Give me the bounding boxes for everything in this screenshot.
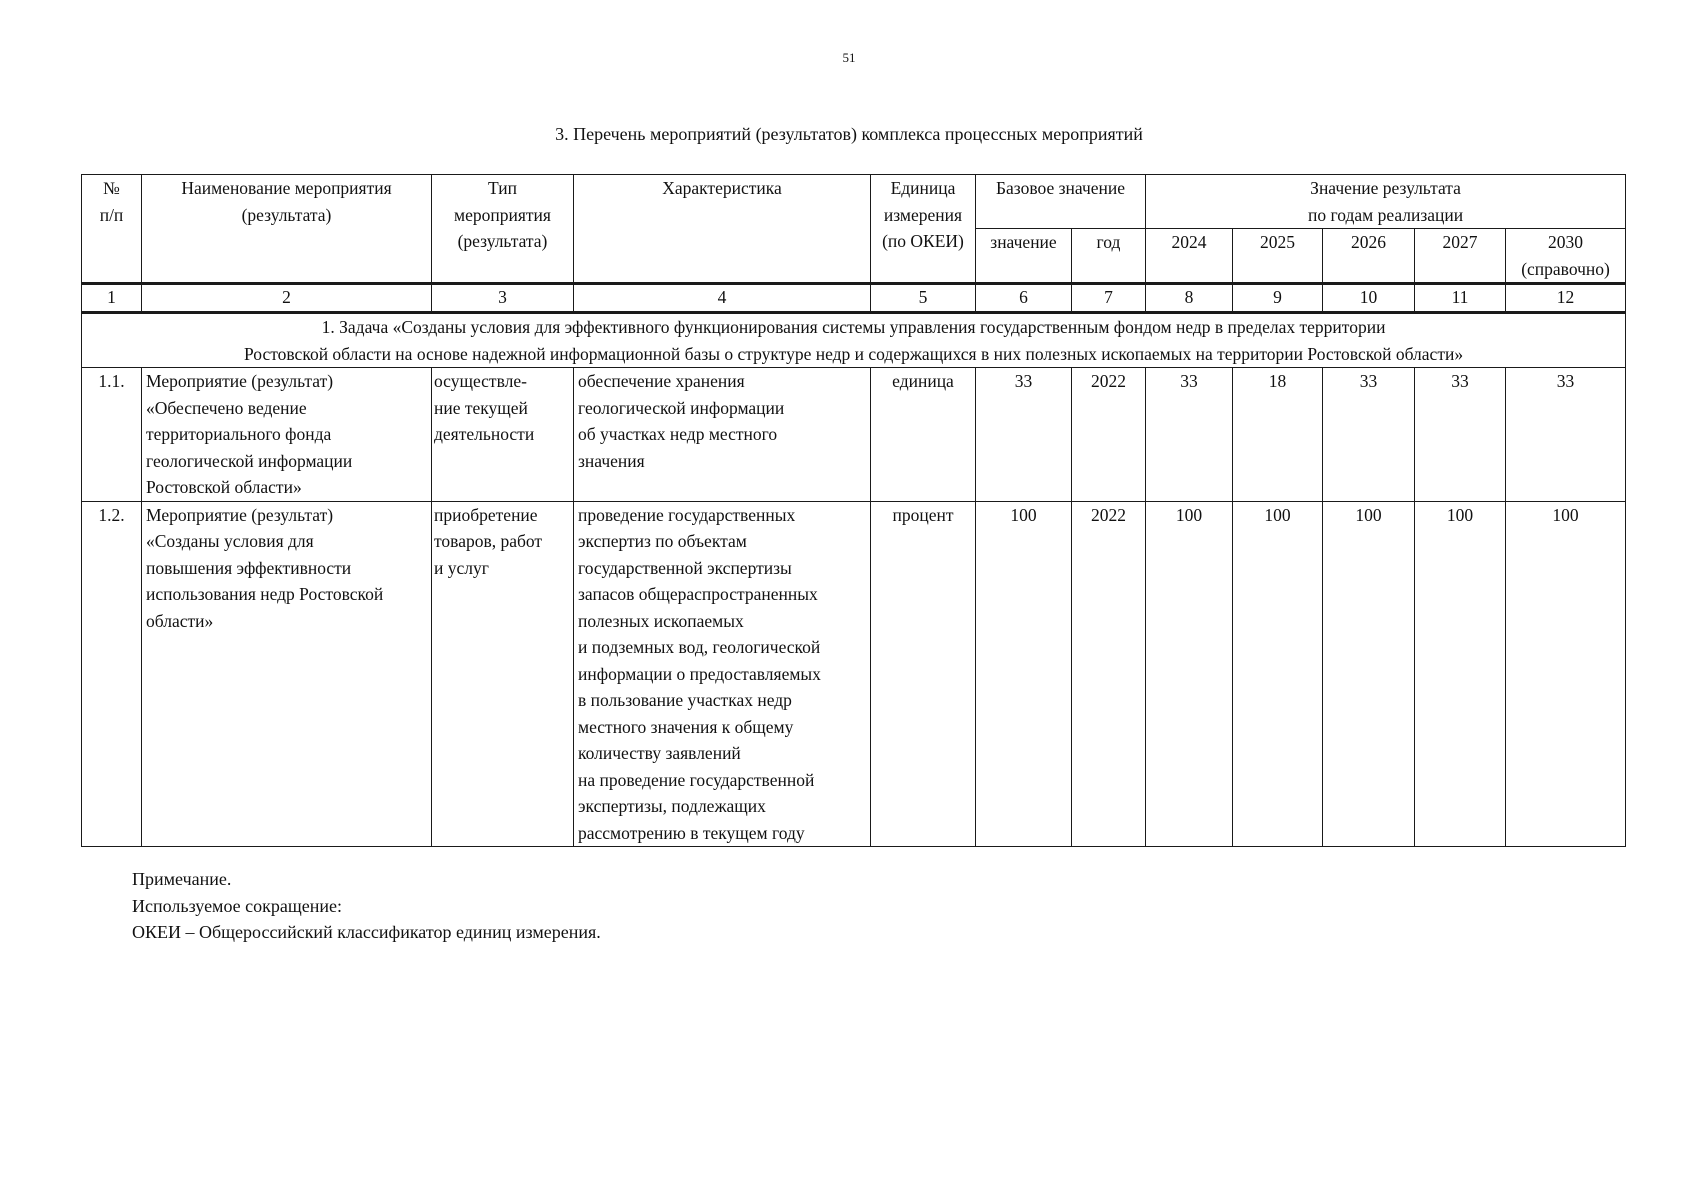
row-name: Мероприятие (результат) «Обеспечено ведение территориального фонда геологической информации Ростовской области» (142, 368, 432, 502)
header-characteristic: Характеристика (574, 175, 871, 284)
column-number: 9 (1233, 284, 1323, 313)
row-value: 100 (1506, 501, 1626, 847)
row-value: 33 (1415, 368, 1506, 502)
header-base-year: год (1072, 229, 1146, 284)
note-label: Примечание. (132, 869, 232, 889)
header-year: 2027 (1415, 229, 1506, 284)
note-okei-definition: ОКЕИ – Общероссийский классификатор единиц измерения. (132, 922, 601, 942)
document-title: 3. Перечень мероприятий (результатов) комплекса процессных мероприятий (555, 124, 1143, 144)
header-unit: Единица измерения (по ОКЕИ) (871, 175, 976, 284)
column-number: 10 (1323, 284, 1415, 313)
row-characteristic: обеспечение хранения геологической информации об участках недр местного значения (574, 368, 871, 502)
table-row (82, 501, 1626, 847)
column-number: 5 (871, 284, 976, 313)
column-number: 3 (432, 284, 574, 313)
header-row (82, 175, 1626, 229)
row-num: 1.2. (82, 501, 142, 847)
row-value: 100 (1146, 501, 1233, 847)
footnote (132, 866, 601, 946)
column-number: 4 (574, 284, 871, 313)
row-value: 100 (1233, 501, 1323, 847)
column-number: 1 (82, 284, 142, 313)
header-base-value: значение (976, 229, 1072, 284)
header-base: Базовое значение (976, 175, 1146, 229)
header-year: 2030 (справочно) (1506, 229, 1626, 284)
row-base-value: 33 (976, 368, 1072, 502)
column-number: 2 (142, 284, 432, 313)
header-num: № п/п (82, 175, 142, 284)
column-number: 12 (1506, 284, 1626, 313)
column-number: 11 (1415, 284, 1506, 313)
row-value: 33 (1146, 368, 1233, 502)
row-value: 33 (1506, 368, 1626, 502)
table-row (82, 368, 1626, 502)
note-abbreviation-label: Используемое сокращение: (132, 895, 342, 916)
row-name: Мероприятие (результат) «Созданы условия для повышения эффективности использования недр Ростовской области» (142, 501, 432, 847)
row-value: 18 (1233, 368, 1323, 502)
row-base-year: 2022 (1072, 501, 1146, 847)
row-type: приобретение товаров, работ и услуг (432, 501, 574, 847)
header-type: Тип мероприятия (результата) (432, 175, 574, 284)
column-number: 7 (1072, 284, 1146, 313)
row-base-value: 100 (976, 501, 1072, 847)
task-row (82, 313, 1626, 368)
header-year: 2025 (1233, 229, 1323, 284)
row-characteristic: проведение государственных экспертиз по объектам государственной экспертизы запасов общераспространенных полезных ископаемых и подземных вод, геологической информации о предоставляемых в пользование участках недр местного значения к общему количеству заявлений на проведение государственной экспертизы, подлежащих рассмотрению в текущем году (574, 501, 871, 847)
row-type: осуществле- ние текущей деятельности (432, 368, 574, 502)
row-value: 100 (1323, 501, 1415, 847)
column-number-row (82, 284, 1626, 313)
column-number: 8 (1146, 284, 1233, 313)
header-name: Наименование мероприятия (результата) (142, 175, 432, 284)
row-unit: процент (871, 501, 976, 847)
header-result: Значение результата по годам реализации (1146, 175, 1626, 229)
task-heading: 1. Задача «Созданы условия для эффективного функционирования системы управления государственным фондом недр в пределах территории Ростовской области на основе надежной информационной базы о структуре недр и содержащихся в них полезных ископаемых на территории Ростовской области» (82, 313, 1626, 368)
row-base-year: 2022 (1072, 368, 1146, 502)
row-value: 33 (1323, 368, 1415, 502)
page-number: 51 (842, 50, 856, 65)
measures-table (81, 174, 1626, 847)
header-year: 2024 (1146, 229, 1233, 284)
row-num: 1.1. (82, 368, 142, 502)
row-unit: единица (871, 368, 976, 502)
header-year: 2026 (1323, 229, 1415, 284)
column-number: 6 (976, 284, 1072, 313)
row-value: 100 (1415, 501, 1506, 847)
